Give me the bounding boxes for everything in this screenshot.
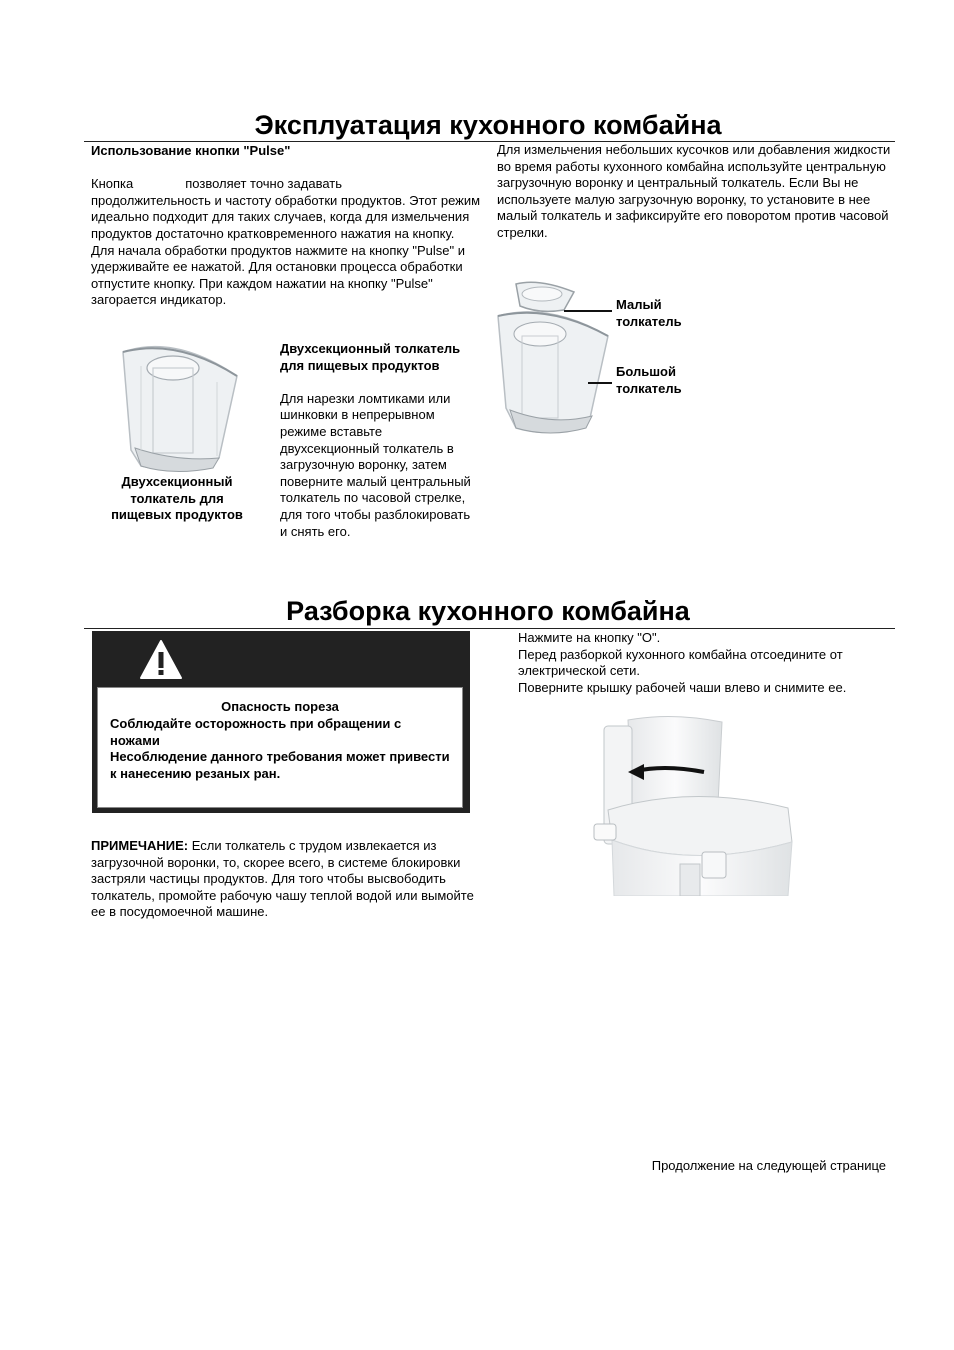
warning-content — [97, 687, 463, 808]
pulse-body: продолжительность и частоту обработки продуктов. Этот режим идеально подходит для таких случаев, когда для измельчения продуктов достаточно кратковременного нажатия на кнопку. Для начала обработки продуктов нажмите на кнопку "Pulse" и удерживайте ее нажатой. Для остановки процесса обработки отпустите кнопку. При каждом нажатии на кнопку "Pulse" загорается индикатор. — [91, 192, 481, 308]
pulse-heading: Использование кнопки "Pulse" — [91, 143, 291, 158]
section-title-operation: Эксплуатация кухонного комбайна — [254, 110, 722, 140]
warning-triangle-icon — [139, 639, 183, 681]
feed-tube-image — [494, 280, 614, 440]
step-2: Перед разборкой кухонного комбайна отсоедините от электрической сети. — [518, 646, 843, 679]
title-rule-2 — [84, 628, 895, 629]
warning-box — [92, 631, 470, 813]
step-1: Нажмите на кнопку "O". — [518, 630, 661, 645]
section-title-disassembly: Разборка кухонного комбайна — [286, 596, 690, 626]
step-3: Поверните крышку рабочей чаши влево и снимите ее. — [518, 679, 847, 695]
two-part-pusher-image — [113, 338, 243, 473]
note-body: Если толкатель с трудом извлекается из загрузочной воронки, то, скорее всего, в системе блокировки застряли частицы продуктов. Для того чтобы высвободить толкатель, промойте рабочую чашу теплой водой или вымойте ее в посудомоечной машине. — [91, 838, 474, 920]
pulse-section — [91, 143, 481, 309]
pusher-body: Для нарезки ломтиками или шинковки в непрерывном режиме вставьте двухсекционный толкатель в загрузочную воронку, затем поверните малый центральный толкатель по часовой стрелке, для того чтобы разблокировать и снять его. — [280, 390, 471, 539]
pulse-text-a: Кнопка — [91, 176, 134, 192]
pusher-section — [280, 341, 480, 540]
feed-tube-text: Для измельчения небольших кусочков или добавления жидкости во время работы кухонного комбайна используйте центральную загрузочную воронку и центральный толкатель. Если Вы не используете малую загрузочную воронку, то установите в нее малый толкатель и зафиксируйте его поворотом против часовой стрелки. — [497, 142, 891, 240]
callout-line-large — [588, 382, 612, 384]
pusher-heading: Двухсекционный толкатель для пищевых продуктов — [280, 341, 461, 373]
disassembly-steps — [518, 630, 898, 696]
pulse-text-b: позволяет точно задавать — [185, 176, 342, 192]
label-large-pusher: Большой толкатель — [616, 364, 682, 396]
note-label: ПРИМЕЧАНИЕ: — [91, 838, 189, 853]
label-small-pusher: Малый толкатель — [616, 297, 682, 329]
food-processor-image — [592, 714, 794, 896]
warning-title: Опасность пореза — [221, 699, 339, 714]
warning-line1: Соблюдайте осторожность при обращении с ножами — [110, 716, 402, 748]
warning-line2: Несоблюдение данного требования может привести к нанесению резаных ран. — [110, 749, 450, 781]
note-paragraph — [91, 838, 483, 921]
continued-note: Продолжение на следующей странице — [651, 1158, 886, 1173]
pusher-caption: Двухсекционный толкатель для пищевых продуктов — [111, 474, 243, 523]
callout-line-small — [564, 310, 612, 312]
